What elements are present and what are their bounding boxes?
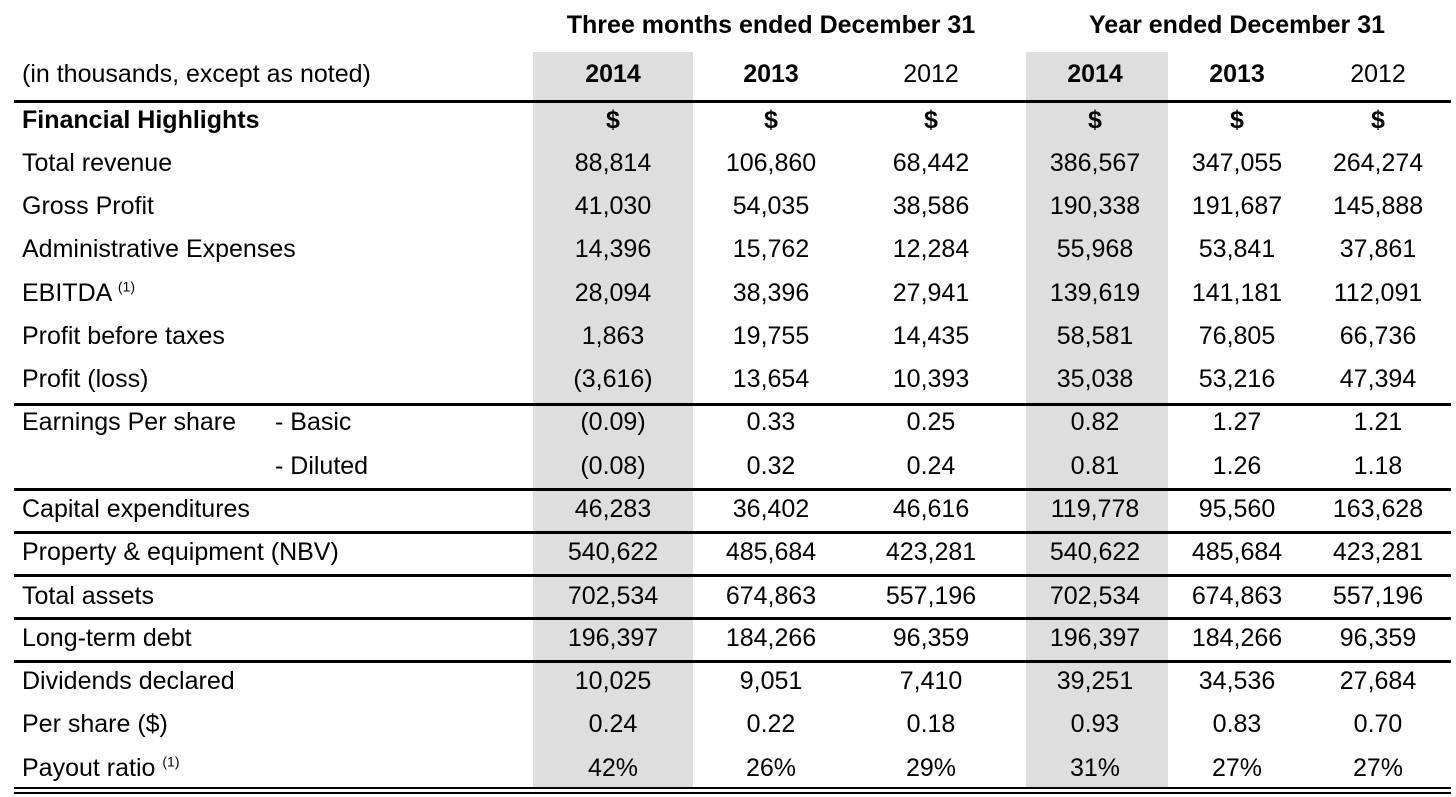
footnote-marker: (1)	[117, 278, 135, 295]
table-cell: 184,266	[725, 624, 817, 652]
table-cell: 0.18	[906, 710, 956, 738]
currency-symbol: $	[1230, 106, 1244, 134]
table-cell: 702,534	[567, 582, 659, 610]
table-cell: 41,030	[574, 192, 652, 220]
row-label: Capital expenditures	[22, 495, 250, 523]
table-cell: 96,359	[1339, 624, 1417, 652]
section-heading: Financial Highlights	[22, 106, 260, 134]
currency-symbol: $	[764, 106, 778, 134]
row-label: Property & equipment (NBV)	[22, 538, 339, 566]
table-cell: 0.32	[746, 452, 796, 480]
table-cell: 0.93	[1070, 710, 1120, 738]
table-cell: 0.22	[746, 710, 796, 738]
table-cell: 37,861	[1339, 235, 1417, 263]
year-header: 2014	[585, 60, 641, 88]
table-cell: 0.83	[1212, 710, 1262, 738]
units-label: (in thousands, except as noted)	[22, 60, 371, 88]
table-cell: 46,283	[574, 495, 652, 523]
table-cell: 485,684	[725, 538, 817, 566]
table-cell: 42%	[587, 754, 639, 782]
table-cell: 26%	[745, 754, 797, 782]
row-sublabel: - Diluted	[275, 452, 369, 480]
table-cell: 1.26	[1212, 452, 1262, 480]
table-cell: 19,755	[732, 322, 810, 350]
table-cell: 423,281	[885, 538, 977, 566]
table-cell: 674,863	[725, 582, 817, 610]
row-label: Gross Profit	[22, 192, 154, 220]
table-cell: 145,888	[1332, 192, 1424, 220]
table-cell: 191,687	[1191, 192, 1283, 220]
table-cell: 35,038	[1056, 365, 1134, 393]
row-label: EBITDA $^{(1)}$	[22, 278, 135, 307]
table-cell: (0.09)	[580, 408, 646, 436]
row-label: Total assets	[22, 582, 155, 610]
table-cell: 423,281	[1332, 538, 1424, 566]
table-cell: 347,055	[1191, 149, 1283, 177]
table-cell: 10,393	[892, 365, 970, 393]
table-cell: 163,628	[1332, 495, 1424, 523]
table-cell: 139,619	[1049, 279, 1141, 307]
year-header: 2013	[743, 60, 799, 88]
table-cell: (0.08)	[580, 452, 646, 480]
table-cell: 190,338	[1049, 192, 1141, 220]
table-cell: 27,941	[892, 279, 970, 307]
column-group-three-months: Three months ended December 31	[566, 11, 976, 39]
currency-symbol: $	[606, 106, 620, 134]
row-label: Dividends declared	[22, 667, 235, 695]
row-label: Long-term debt	[22, 624, 192, 652]
table-cell: 28,094	[574, 279, 652, 307]
year-header: 2012	[903, 60, 959, 88]
table-cell: 0.82	[1070, 408, 1120, 436]
table-cell: 53,216	[1198, 365, 1276, 393]
table-cell: 66,736	[1339, 322, 1417, 350]
table-cell: 112,091	[1333, 279, 1423, 307]
table-cell: 184,266	[1191, 624, 1283, 652]
table-cell: 36,402	[732, 495, 810, 523]
table-cell: 1.18	[1353, 452, 1403, 480]
table-cell: 485,684	[1191, 538, 1283, 566]
table-cell: 27,684	[1339, 667, 1417, 695]
column-group-year: Year ended December 31	[1089, 11, 1385, 39]
table-cell: 12,284	[892, 235, 970, 263]
table-cell: 386,567	[1049, 149, 1141, 177]
year-header: 2012	[1350, 60, 1406, 88]
table-cell: 119,778	[1050, 495, 1140, 523]
table-cell: 53,841	[1198, 235, 1276, 263]
table-cell: 1.27	[1212, 408, 1262, 436]
table-cell: 540,622	[1049, 538, 1141, 566]
table-cell: 68,442	[892, 149, 970, 177]
year-header: 2014	[1067, 60, 1123, 88]
table-cell: 1.21	[1353, 408, 1403, 436]
row-label: Profit (loss)	[22, 365, 149, 393]
table-cell: 9,051	[739, 667, 803, 695]
table-cell: 15,762	[732, 235, 810, 263]
table-cell: 196,397	[1049, 624, 1141, 652]
table-cell: 1,863	[581, 322, 645, 350]
table-cell: 14,435	[892, 322, 970, 350]
table-cell: 0.25	[906, 408, 956, 436]
table-cell: 0.81	[1070, 452, 1120, 480]
table-cell: 27%	[1211, 754, 1263, 782]
table-cell: 39,251	[1056, 667, 1134, 695]
row-divider	[14, 660, 1451, 663]
row-divider	[14, 100, 1451, 103]
table-cell: 38,396	[732, 279, 810, 307]
row-divider	[14, 787, 1451, 789]
table-cell: 34,536	[1198, 667, 1276, 695]
row-divider	[14, 617, 1451, 620]
row-label: Profit before taxes	[22, 322, 225, 350]
table-cell: 264,274	[1332, 149, 1424, 177]
table-cell: 55,968	[1056, 235, 1134, 263]
row-divider	[14, 488, 1451, 491]
table-cell: 7,410	[899, 667, 963, 695]
table-cell: 674,863	[1191, 582, 1283, 610]
table-cell: 702,534	[1049, 582, 1141, 610]
table-cell: 95,560	[1198, 495, 1276, 523]
table-cell: 46,616	[892, 495, 970, 523]
table-cell: 0.70	[1353, 710, 1403, 738]
table-cell: 0.24	[906, 452, 956, 480]
table-cell: 0.24	[588, 710, 638, 738]
table-cell: 27%	[1352, 754, 1404, 782]
currency-symbol: $	[1371, 106, 1385, 134]
table-cell: 76,805	[1198, 322, 1276, 350]
row-label: Per share ($)	[22, 710, 168, 738]
table-cell: 88,814	[574, 149, 652, 177]
row-divider	[14, 574, 1451, 577]
row-divider	[14, 403, 1451, 406]
table-cell: 54,035	[732, 192, 810, 220]
footnote-marker: (1)	[162, 753, 180, 770]
table-cell: 106,860	[725, 149, 817, 177]
year-header: 2013	[1209, 60, 1265, 88]
table-cell: 58,581	[1056, 322, 1134, 350]
table-cell: 557,196	[1332, 582, 1424, 610]
row-label: Payout ratio $^{(1)}$	[22, 753, 180, 782]
row-label: Administrative Expenses	[22, 235, 296, 263]
table-cell: 13,654	[732, 365, 810, 393]
row-label: Total revenue	[22, 149, 173, 177]
table-cell: 10,025	[574, 667, 652, 695]
table-cell: 38,586	[892, 192, 970, 220]
table-cell: 540,622	[567, 538, 659, 566]
table-cell: 96,359	[892, 624, 970, 652]
row-sublabel: - Basic	[275, 408, 352, 436]
table-cell: 29%	[905, 754, 957, 782]
row-divider	[14, 792, 1451, 794]
currency-symbol: $	[924, 106, 938, 134]
currency-symbol: $	[1088, 106, 1102, 134]
table-cell: (3,616)	[573, 365, 653, 393]
table-cell: 0.33	[746, 408, 796, 436]
table-cell: 31%	[1069, 754, 1121, 782]
row-label: Earnings Per share	[22, 408, 237, 436]
row-divider	[14, 531, 1451, 534]
table-cell: 557,196	[885, 582, 977, 610]
table-cell: 14,396	[574, 235, 652, 263]
table-cell: 47,394	[1339, 365, 1417, 393]
table-cell: 196,397	[567, 624, 659, 652]
table-cell: 141,181	[1191, 279, 1283, 307]
